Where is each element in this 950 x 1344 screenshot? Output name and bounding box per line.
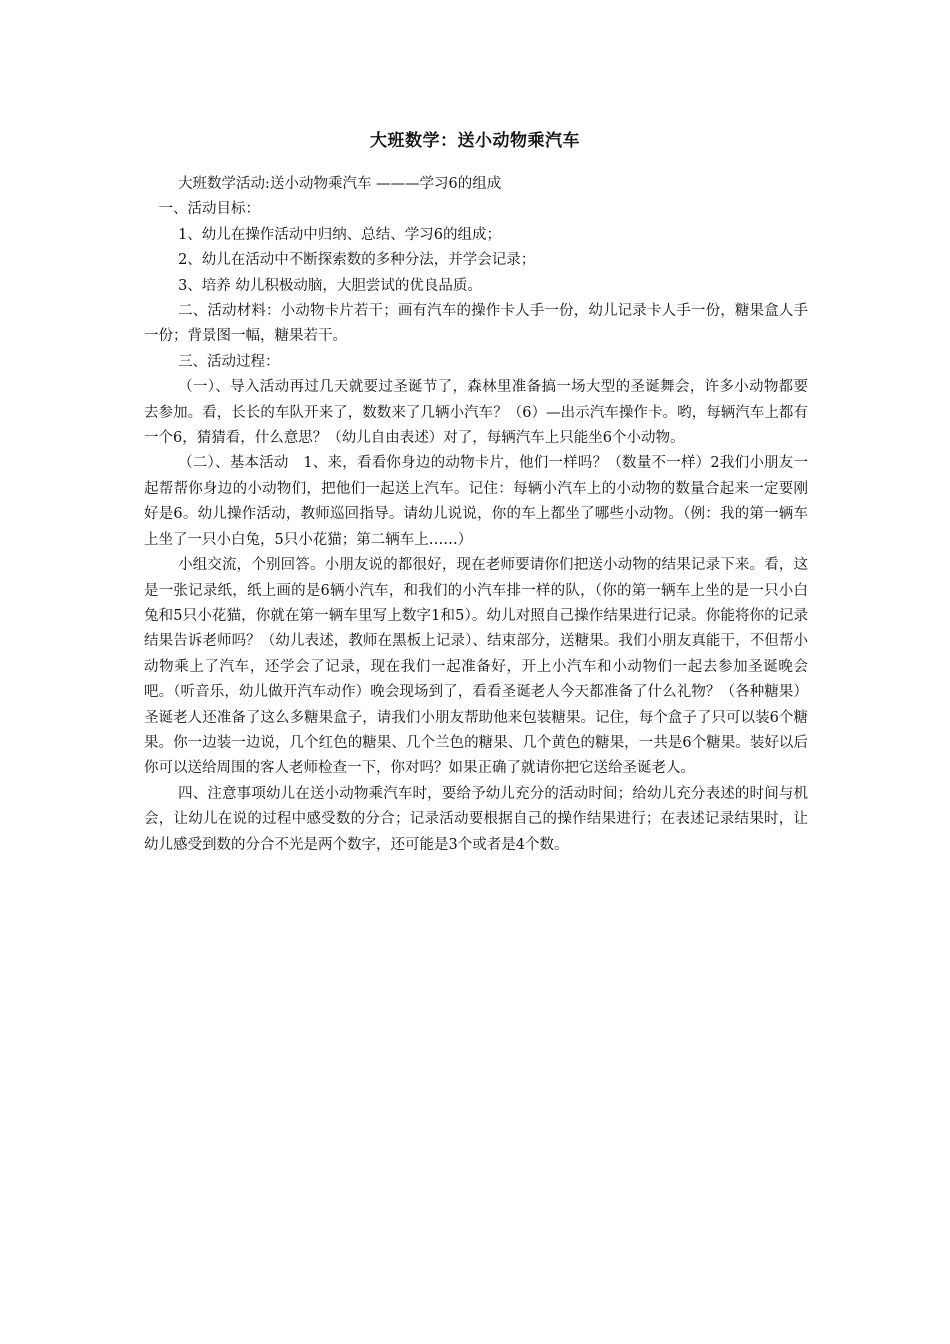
paragraph-process-heading: 三、活动过程： xyxy=(178,353,280,370)
paragraph-notes: 四、注意事项幼儿在送小动物乘汽车时，要给予幼儿充分的活动时间；给幼儿充分表述的时间与机会，让幼儿在说的过程中感受数的分合；记录活动要根据自己的操作结果进行；在表述记录结果时，让幼儿感受到数的分合不光是两个数字，还可能是3个或者是4个数。 xyxy=(144,785,808,853)
paragraph-process-intro: （一）、导入活动再过几天就要过圣诞节了，森林里准备搞一场大型的圣诞舞会，许多小动物都要去参加。看，长长的车队开来了，数数来了几辆小汽车？（6）—出示汽车操作卡。哟，每辆汽车上都有一个6，猜猜看，什么意思？（幼儿自由表述）对了，每辆汽车上只能坐6个小动物。 xyxy=(144,379,808,447)
document-title: 大班数学：送小动物乘汽车 xyxy=(370,131,580,151)
paragraph-process-basic: （二）、基本活动 1、来，看看你身边的动物卡片，他们一样吗？（数量不一样）2我们小朋友一起帮帮你身边的小动物们，把他们一起送上汽车。记住：每辆小汽车上的小动物的数量合起来一定要刚好是6。幼儿操作活动，教师巡回指导。请幼儿说说，你的车上都坐了哪些小动物。（例：我的第一辆车上坐了一只小白兔，5只小花猫；第二辆车上……） xyxy=(144,455,808,548)
paragraph-intro: 大班数学活动:送小动物乘汽车 ———学习6的组成 xyxy=(178,176,502,192)
paragraph-process-group: 小组交流，个别回答。小朋友说的都很好，现在老师要请你们把送小动物的结果记录下来。看，这是一张记录纸，纸上画的是6辆小汽车，和我们的小汽车排一样的队，（你的第一辆车上坐的是一只小白兔和5只小花猫，你就在第一辆车里写上数字1和5）。幼儿对照自己操作结果进行记录。你能将你的记录结果告诉老师吗？（幼儿表述，教师在黑板上记录）、结束部分，送糖果。我们小朋友真能干，不但帮小动物乘上了汽车，还学会了记录，现在我们一起准备好，开上小汽车和小动物们一起去参加圣诞晚会吧。（听音乐，幼儿做开汽车动作）晚会现场到了，看看圣诞老人今天都准备了什么礼物？（各种糖果）圣诞老人还准备了这么多糖果盒子，请我们小朋友帮助他来包装糖果。记住，每个盒子了只可以装6个糖果。你一边装一边说，几个红色的糖果、几个兰色的糖果、几个黄色的糖果，一共是6个糖果。装好以后你可以送给周围的客人老师检查一下，你对吗？如果正确了就请你把它送给圣诞老人。 xyxy=(144,557,808,777)
paragraph-goal-1: 1、幼儿在操作活动中归纳、总结、学习6的组成； xyxy=(178,226,502,243)
paragraph-goal-2: 2、幼儿在活动中不断探索数的多种分法，并学会记录； xyxy=(178,252,536,269)
paragraph-goal-3: 3、培养 幼儿积极动脑，大胆尝试的优良品质。 xyxy=(178,277,482,294)
paragraph-materials: 二、活动材料：小动物卡片若干；画有汽车的操作卡人手一份，幼儿记录卡人手一份，糖果盒人手一份；背景图一幅，糖果若干。 xyxy=(144,303,808,345)
document-body xyxy=(144,172,808,858)
paragraph-goals-heading: 一、活动目标： xyxy=(158,201,260,218)
